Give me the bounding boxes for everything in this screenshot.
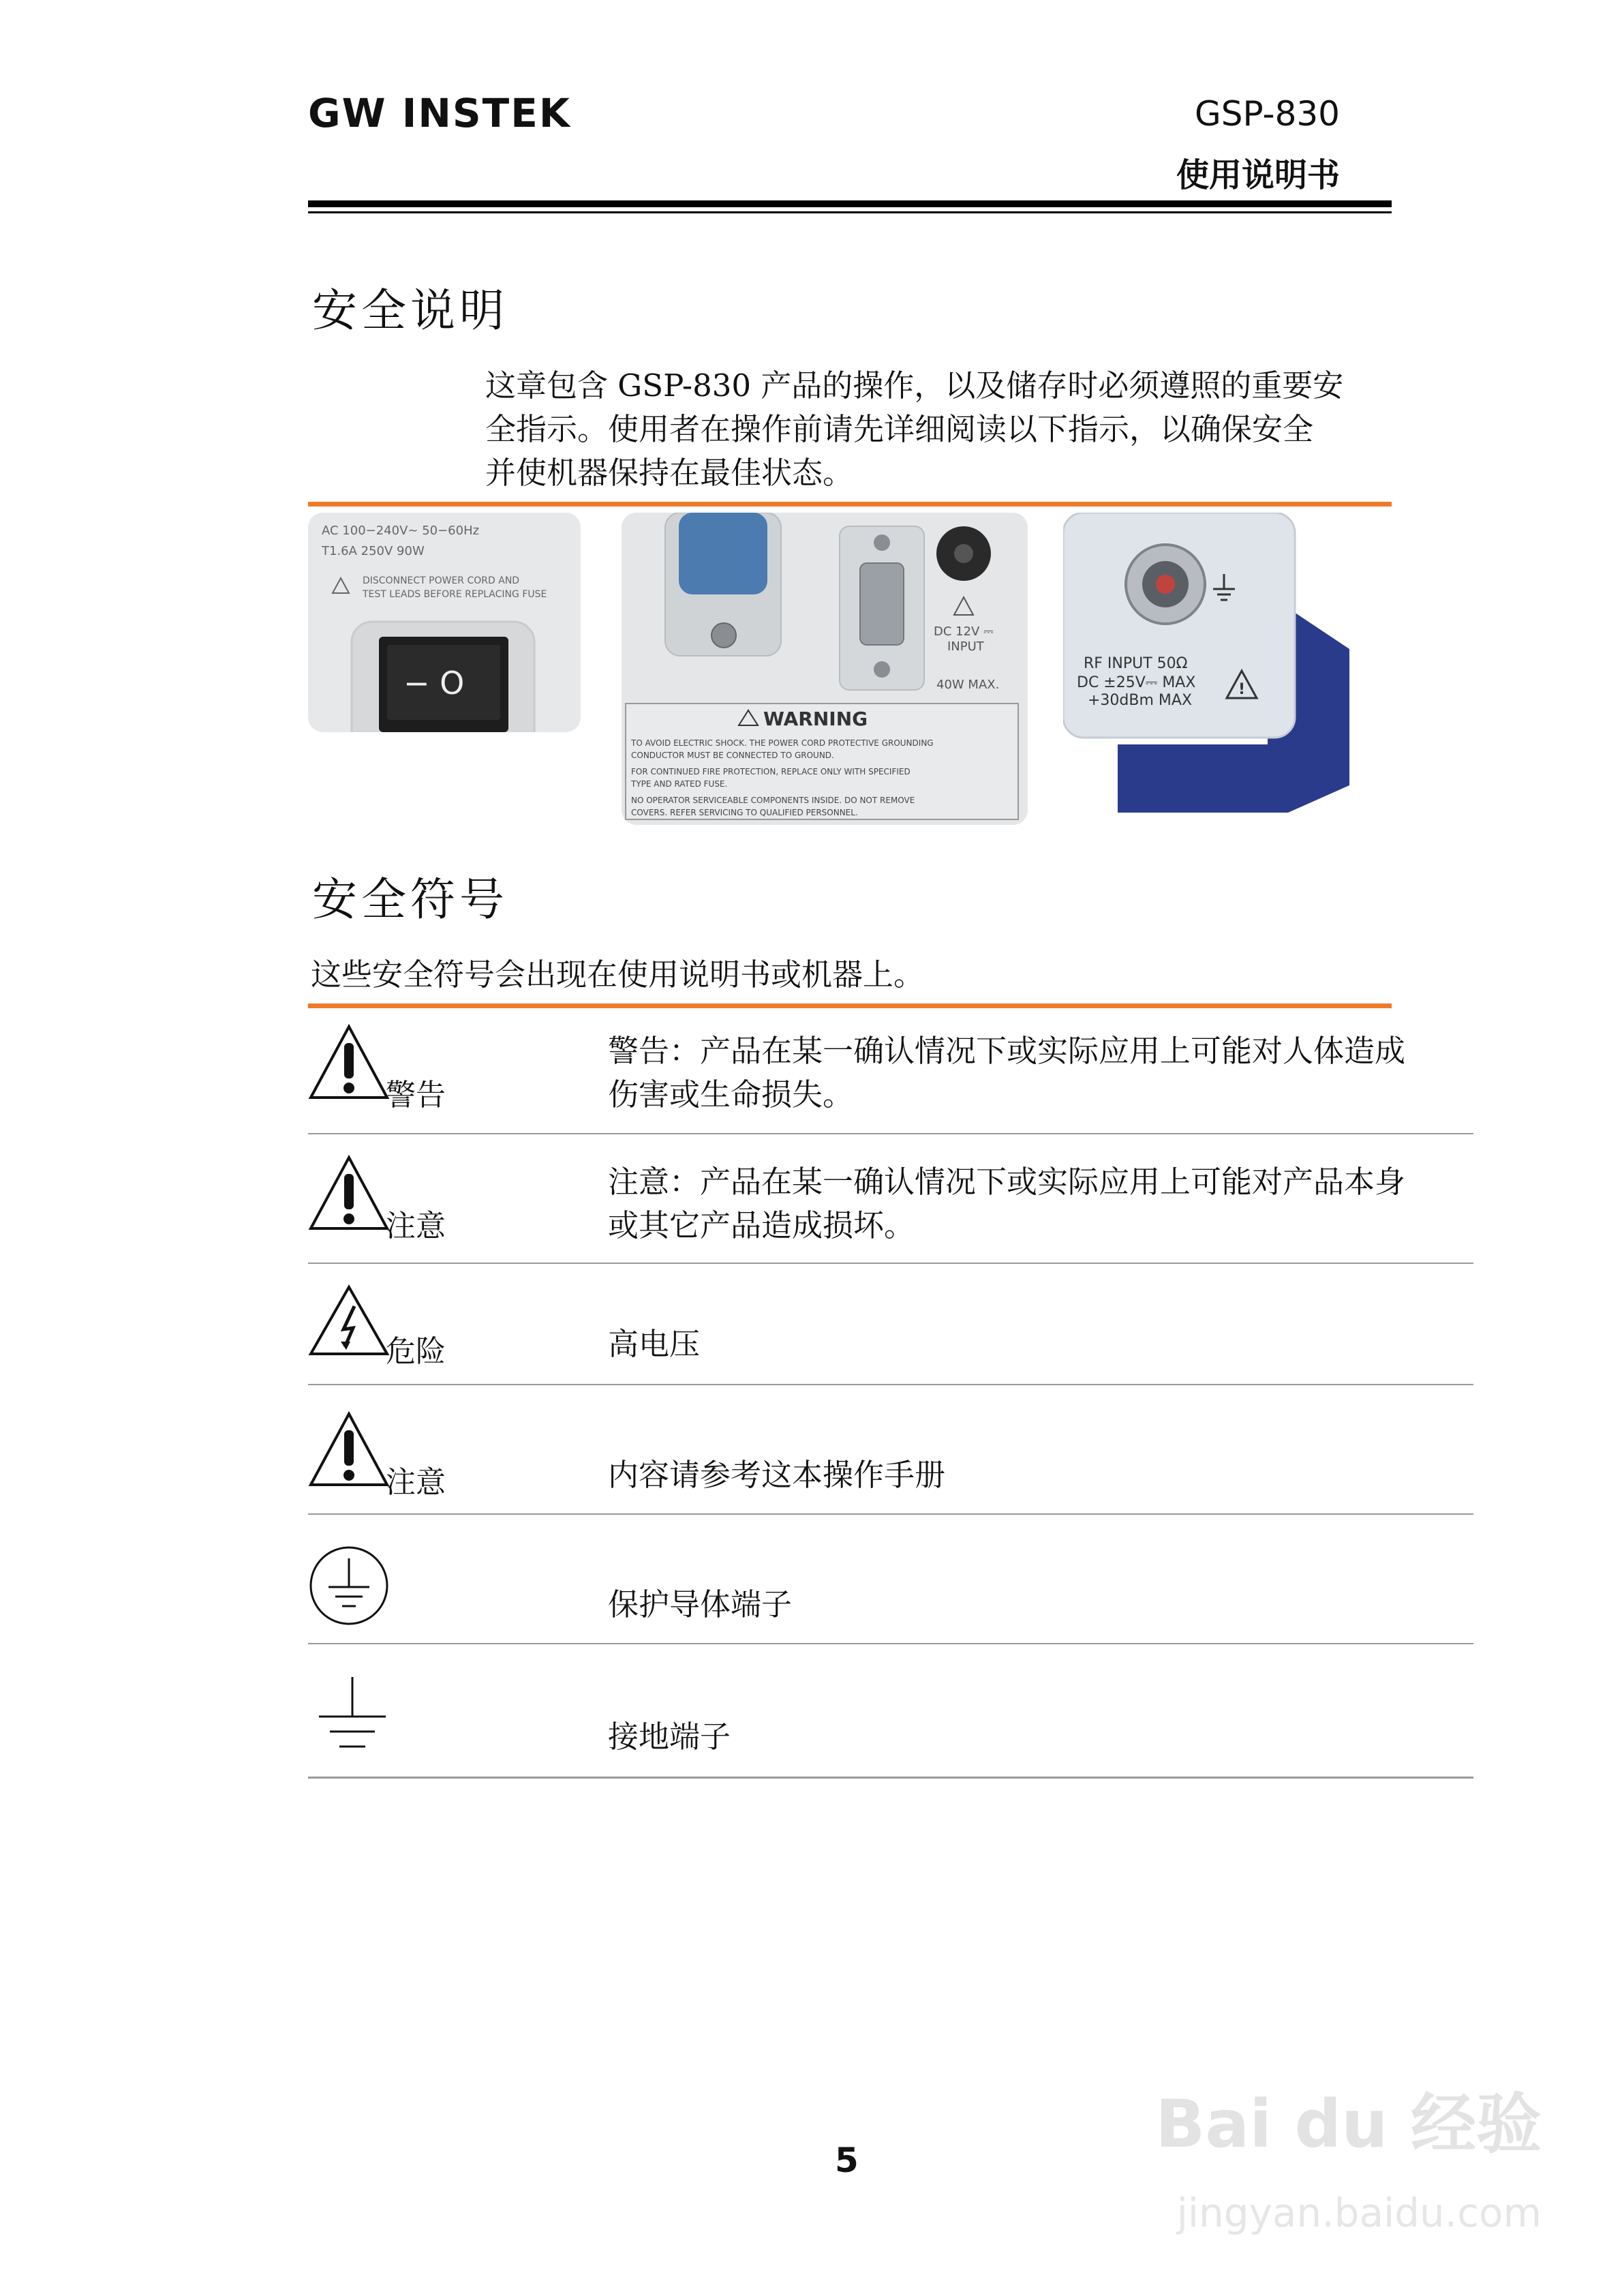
symbols-intro: 这些安全符号会出现在使用说明书或机器上。 <box>311 956 925 993</box>
symbol-description-line: 内容请参考这本操作手册 <box>608 1457 946 1493</box>
rf-label-2: DC ±25V⎓ MAX <box>1077 674 1196 691</box>
power-panel-photo <box>308 513 581 732</box>
caution-triangle-icon <box>308 1410 393 1487</box>
symbol-label: 警告 <box>386 1078 446 1113</box>
rf-label-3: +30dBm MAX <box>1088 692 1193 709</box>
symbol-description-line: 或其它产品造成损坏。 <box>608 1207 915 1243</box>
symbol-label: 注意 <box>386 1209 446 1243</box>
brand-logo: GW INSTEK <box>308 90 571 136</box>
warning-line: NO OPERATOR SERVICEABLE COMPONENTS INSIDE. DO NOT REMOVE <box>631 796 915 805</box>
page-number: 5 <box>835 2141 859 2180</box>
high-voltage-icon <box>308 1283 393 1358</box>
power-label-4: TEST LEADS BEFORE REPLACING FUSE <box>363 589 547 600</box>
symbol-description-line: 注意：产品在某一确认情况下或实际应用上可能对产品本身 <box>608 1164 1406 1200</box>
manual-title: 使用说明书 <box>1176 156 1340 194</box>
symbol-description-line: 保护导体端子 <box>608 1586 793 1622</box>
header-rule-thin <box>308 211 1392 213</box>
svg-text:!: ! <box>1238 681 1246 698</box>
orange-divider <box>308 1003 1392 1008</box>
row-separator <box>308 1777 1473 1779</box>
row-separator <box>308 1133 1473 1134</box>
warning-line: FOR CONTINUED FIRE PROTECTION, REPLACE ONLY WITH SPECIFIED <box>631 767 911 776</box>
symbol-description <box>608 1453 1487 1497</box>
power-label-3: DISCONNECT POWER CORD AND <box>363 575 520 586</box>
rf-label-1: RF INPUT 50Ω <box>1084 655 1188 672</box>
ground-icon <box>315 1674 390 1756</box>
safety-title: 安全说明 <box>312 284 508 337</box>
symbol-description <box>608 1715 1487 1759</box>
orange-divider <box>308 502 1392 507</box>
row-separator <box>308 1643 1473 1644</box>
header-rule <box>308 200 1392 207</box>
warning-line: TO AVOID ELECTRIC SHOCK. THE POWER CORD PROTECTIVE GROUNDING <box>631 738 934 748</box>
model-number: GSP-830 <box>1194 94 1340 134</box>
caution-triangle-icon <box>308 1153 393 1231</box>
warning-line: COVERS. REFER SERVICING TO QUALIFIED PERSONNEL. <box>631 808 858 817</box>
power-label-2: T1.6A 250V 90W <box>322 544 425 558</box>
row-separator <box>308 1513 1473 1515</box>
protective-earth-icon <box>308 1545 393 1629</box>
warning-plate-title: WARNING <box>763 708 868 730</box>
row-separator <box>308 1384 1473 1385</box>
symbol-description-line: 伤害或生命损失。 <box>608 1076 854 1113</box>
symbol-label: 危险 <box>386 1334 446 1369</box>
warning-triangle-icon <box>308 1023 393 1100</box>
dc-label-2: INPUT <box>947 639 984 654</box>
rear-panel-photo <box>622 513 1028 825</box>
symbol-description-line: 警告：产品在某一确认情况下或实际应用上可能对人体造成 <box>608 1033 1406 1069</box>
power-label-1: AC 100−240V∼ 50−60Hz <box>322 524 480 538</box>
symbols-title: 安全符号 <box>312 873 508 926</box>
dsub-connector <box>679 513 767 594</box>
watermark-brand: Bai du 经验 <box>1155 2086 1542 2162</box>
rf-input-photo <box>1063 513 1358 813</box>
safety-intro-line: 并使机器保持在最佳状态。 <box>485 455 854 491</box>
symbol-description <box>608 1029 1487 1117</box>
dc-label-1: DC 12V ⎓ <box>934 624 994 639</box>
switch-label: − O <box>403 665 465 701</box>
symbol-description-line: 接地端子 <box>608 1719 731 1755</box>
warning-line: CONDUCTOR MUST BE CONNECTED TO GROUND. <box>631 751 834 760</box>
symbol-label: 注意 <box>386 1465 446 1500</box>
safety-intro <box>485 364 1398 495</box>
symbol-description-line: 高电压 <box>608 1326 701 1362</box>
safety-intro-line: 这章包含 GSP-830 产品的操作，以及储存时必须遵照的重要安 <box>485 367 1344 404</box>
row-separator <box>308 1263 1473 1264</box>
symbol-description <box>608 1323 1487 1366</box>
warning-line: TYPE AND RATED FUSE. <box>631 779 728 789</box>
symbol-description <box>608 1583 1487 1627</box>
watermark-url: jingyan.baidu.com <box>1176 2190 1542 2236</box>
symbol-description <box>608 1160 1487 1248</box>
dc-label-3: 40W MAX. <box>936 678 1000 692</box>
vga-connector <box>860 563 904 645</box>
safety-intro-line: 全指示。使用者在操作前请先详细阅读以下指示，以确保安全 <box>485 411 1314 447</box>
